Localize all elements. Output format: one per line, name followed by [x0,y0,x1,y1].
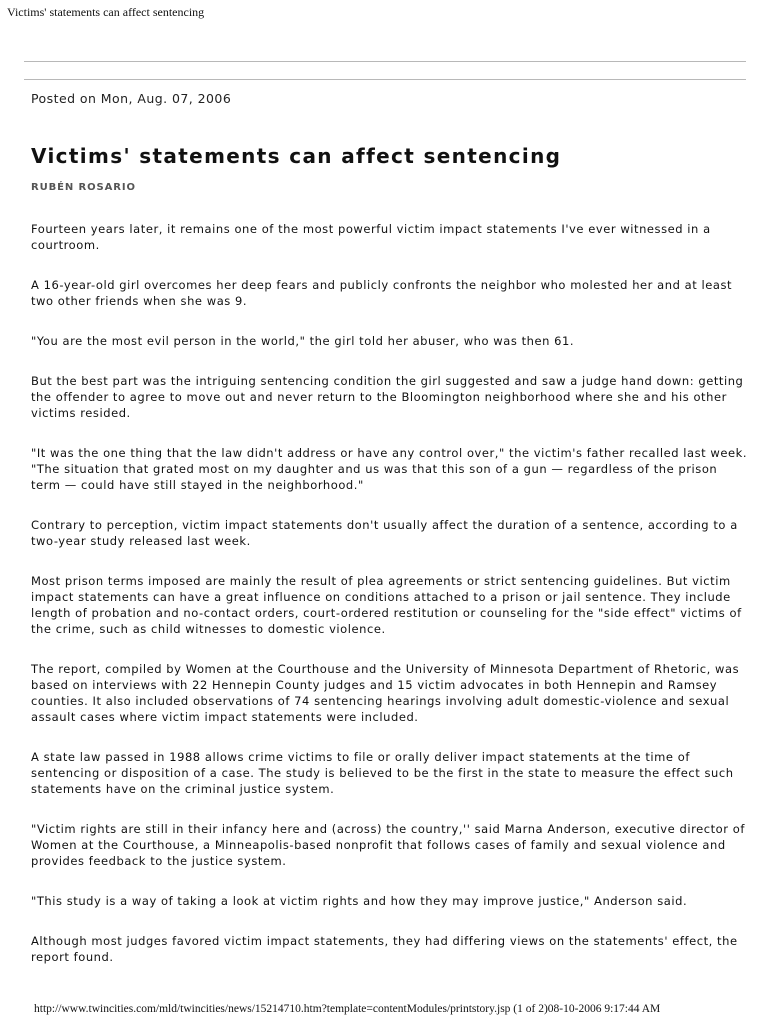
paragraph: Contrary to perception, victim impact statements don't usually affect the duration of a sentence, according to a two-year study released last week. [31,518,738,548]
paragraph: Most prison terms imposed are mainly the result of plea agreements or strict sentencing guidelines. But victim impact statements can have a great influence on conditions attached to a prison or jail sentence. They include length of probation and no-contact orders, court-ordered restitution or counseling for the "side effect" victims of the crime, such as child witnesses to domestic violence. [31,574,742,636]
paragraph: A 16-year-old girl overcomes her deep fears and publicly confronts the neighbor who molested her and at least two other friends when she was 9. [31,278,733,308]
paragraph: "You are the most evil person in the world," the girl told her abuser, who was then 61. [31,334,575,348]
paragraph: "It was the one thing that the law didn't address or have any control over," the victim's father recalled last week. "The situation that grated most on my daughter and us was that this son of a gun — regardless of the prison term — could have still stayed in the neighborhood." [31,446,748,492]
bottom-divider [24,79,746,80]
posted-date: Posted on Mon, Aug. 07, 2006 [31,91,232,106]
article-title: Victims' statements can affect sentencing [31,144,562,168]
article-body [31,221,749,989]
paragraph: Although most judges favored victim impact statements, they had differing views on the statements' effect, the report found. [31,934,738,964]
footer-url: http://www.twincities.com/mld/twincities/news/15214710.htm?template=contentModules/printstory.jsp (1 of 2)08-10-2006 9:17:44 AM [34,1003,661,1015]
byline: RUBÉN ROSARIO [31,182,136,193]
top-divider [24,61,746,62]
paragraph: Fourteen years later, it remains one of the most powerful victim impact statements I've ever witnessed in a courtroom. [31,222,711,252]
browser-page-title: Victims' statements can affect sentencing [7,5,205,19]
paragraph: But the best part was the intriguing sentencing condition the girl suggested and saw a judge hand down: getting the offender to agree to move out and never return to the Bloomington neighborhood where she and his other victims resided. [31,374,744,420]
paragraph: A state law passed in 1988 allows crime victims to file or orally deliver impact statements at the time of sentencing or disposition of a case. The study is believed to be the first in the state to measure the effect such statements have on the criminal justice system. [31,750,734,796]
paragraph: "This study is a way of taking a look at victim rights and how they may improve justice," Anderson said. [31,894,688,908]
paragraph: "Victim rights are still in their infancy here and (across) the country,'' said Marna Anderson, executive director of Women at the Courthouse, a Minneapolis-based nonprofit that follows cases of family and sexual violence and provides feedback to the justice system. [31,822,745,868]
paragraph: The report, compiled by Women at the Courthouse and the University of Minnesota Department of Rhetoric, was based on interviews with 22 Hennepin County judges and 15 victim advocates in both Hennepin and Ramsey counties. It also included observations of 74 sentencing hearings involving adult domestic-violence and sexual assault cases where victim impact statements were included. [31,662,740,724]
